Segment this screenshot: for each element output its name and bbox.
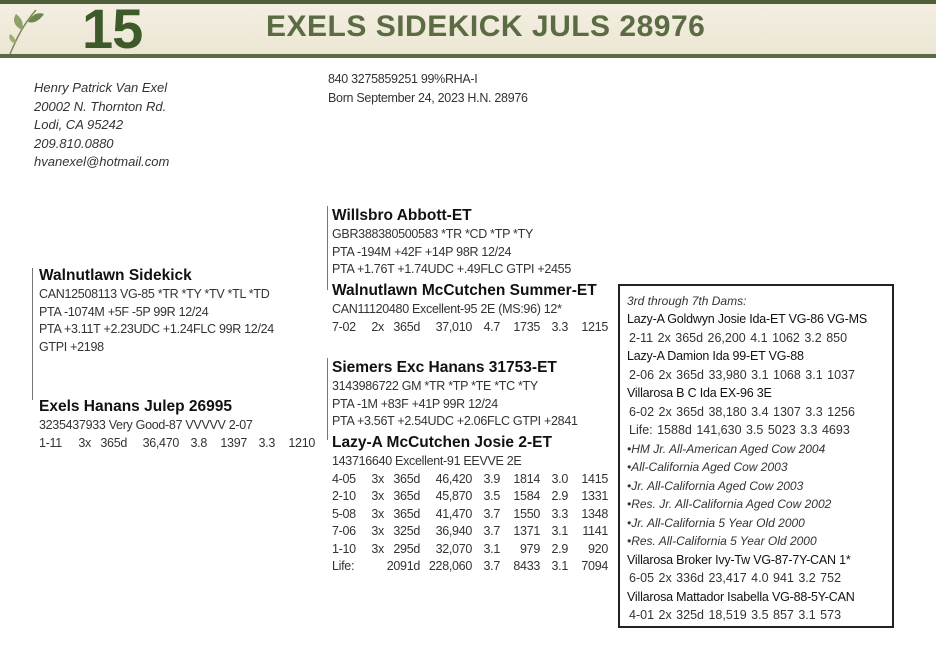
record-cell: 1215 [581, 319, 608, 334]
sire-line2: PTA -1074M +5F -5P 99R 12/24 [39, 304, 209, 319]
owner-phone: 209.810.0880 [34, 135, 114, 151]
record-cell: 365d [393, 471, 420, 486]
record-cell: 1348 [581, 506, 608, 521]
record-cell: 1-10 [332, 541, 356, 556]
owner-name: Henry Patrick Van Exel [34, 80, 168, 95]
award-item: •Res. Jr. All-California Aged Cow 2002 [627, 497, 832, 511]
record-cell: 1550 [513, 506, 540, 521]
sire-dam-records [332, 319, 608, 337]
record-cell: 1331 [581, 489, 608, 503]
award-item: •Jr. All-California 5 Year Old 2000 [627, 515, 805, 530]
record-row [332, 558, 608, 576]
dam-line1: 3235437933 Very Good-87 VVVVV 2-07 [39, 418, 253, 432]
dams-box-heading: 3rd through 7th Dams: [627, 294, 747, 308]
extended-dams-box [618, 284, 894, 628]
registration-info [328, 70, 528, 107]
sire-block [39, 266, 274, 356]
lot-number: 15 [82, 0, 143, 60]
dam-records [39, 435, 315, 453]
dam5-name: Villarosa B C Ida EX-96 3E [627, 386, 772, 400]
award-item: •HM Jr. All-American Aged Cow 2004 [627, 441, 826, 456]
record-row [332, 523, 608, 541]
animal-name: EXELS SIDEKICK JULS 28976 [266, 10, 706, 43]
record-cell: 3.7 [483, 506, 500, 521]
sire-sire-line2: PTA -194M +42F +14P 98R 12/24 [332, 244, 512, 259]
record-cell: 46,420 [435, 471, 472, 486]
record-cell: 8433 [513, 559, 540, 573]
record-row [332, 506, 608, 524]
record-cell: 1415 [581, 471, 608, 486]
record-cell: 2.9 [551, 489, 568, 503]
birth-date: Born September 24, 2023 H.N. 28976 [328, 90, 528, 105]
record-cell: 3.1 [483, 541, 500, 556]
dam4-name: Lazy-A Damion Ida 99-ET VG-88 [627, 349, 804, 363]
dam7-name: Villarosa Mattador Isabella VG-88-5Y-CAN [627, 589, 855, 604]
record-cell: 365d [393, 489, 420, 503]
dam3-name: Lazy-A Goldwyn Josie Ida-ET VG-86 VG-MS [627, 312, 867, 326]
record-cell: 7-06 [332, 524, 356, 538]
dam3-record: 2-11 2x 365d 26,200 4.1 1062 3.2 850 [629, 330, 848, 345]
record-cell: 3.9 [483, 471, 500, 486]
record-cell: 3.5 [483, 489, 500, 503]
sire-dam-line1: CAN11120480 Excellent-95 2E (MS:96) 12* [332, 302, 562, 316]
record-cell: 3.0 [551, 471, 568, 486]
dam6-record: 6-05 2x 336d 23,417 4.0 941 3.2 752 [629, 571, 842, 585]
record-cell [362, 558, 384, 576]
record-cell: 365d [100, 435, 127, 450]
record-row [39, 435, 315, 453]
record-cell: 3x [78, 435, 91, 450]
record-cell: 1814 [513, 471, 540, 486]
record-cell: 3.7 [483, 559, 500, 573]
record-cell: 7094 [581, 559, 608, 573]
dam-sire-line1: 3143986722 GM *TR *TP *TE *TC *TY [332, 379, 538, 393]
record-cell: 1210 [288, 435, 315, 450]
registration-number: 840 3275859251 99%RHA-I [328, 72, 478, 86]
dam5-life-record: Life: 1588d 141,630 3.5 5023 3.3 4693 [629, 423, 850, 437]
record-cell: 3.1 [551, 559, 568, 573]
record-cell: 4.7 [483, 319, 500, 334]
dam-dam-line1: 143716640 Excellent-91 EEVVE 2E [332, 454, 522, 468]
pedigree-line-dam [327, 358, 328, 440]
dam-dam-name: Lazy-A McCutchen Josie 2-ET [332, 434, 552, 451]
record-cell: 36,940 [435, 524, 472, 538]
record-cell: 3x [371, 471, 384, 486]
record-cell: 920 [588, 541, 608, 556]
record-cell: 4-05 [332, 471, 356, 486]
record-cell: 5-08 [332, 506, 356, 521]
record-cell: 2x [371, 319, 384, 334]
sire-sire-line3: PTA +1.76T +1.74UDC +.49FLC GTPI +2455 [332, 262, 571, 276]
record-row [332, 319, 608, 337]
record-cell: 1735 [513, 319, 540, 334]
dam-sire-line2: PTA -1M +83F +41P 99R 12/24 [332, 396, 498, 411]
owner-address2: Lodi, CA 95242 [34, 117, 124, 132]
record-cell: 2091d [386, 559, 420, 573]
record-cell: 3x [371, 541, 384, 556]
record-cell: 1141 [582, 524, 608, 538]
record-cell: 36,470 [142, 435, 179, 450]
record-cell: 325d [393, 524, 420, 538]
record-cell: 295d [393, 541, 420, 556]
record-cell: 3.1 [551, 524, 568, 538]
owner-email: hvanexel@hotmail.com [34, 154, 170, 169]
sire-line1: CAN12508113 VG-85 *TR *TY *TV *TL *TD [39, 287, 270, 301]
record-cell: 1-11 [39, 435, 62, 450]
dam-dam-block [332, 433, 608, 576]
page-header [0, 0, 936, 58]
record-cell: 3.3 [258, 435, 275, 450]
record-cell: 3x [371, 506, 384, 521]
sire-sire-name: Willsbro Abbott-ET [332, 207, 472, 224]
record-cell: 365d [393, 319, 420, 334]
record-cell: 2-10 [332, 489, 356, 503]
award-item: •All-California Aged Cow 2003 [627, 460, 788, 474]
vine-leaf-icon [6, 4, 50, 56]
dam4-record: 2-06 2x 365d 33,980 3.1 1068 3.1 1037 [629, 367, 855, 382]
dam-name: Exels Hanans Julep 26995 [39, 398, 233, 415]
sire-line4: GTPI +2198 [39, 339, 104, 354]
pedigree-line-left [32, 268, 33, 400]
record-cell: 41,470 [435, 506, 472, 521]
dam6-name: Villarosa Broker Ivy-Tw VG-87-7Y-CAN 1* [627, 552, 851, 567]
dam-dam-records [332, 471, 608, 576]
record-cell: 7-02 [332, 319, 356, 334]
dam-block [39, 397, 315, 452]
sire-sire-line1: GBR388380500583 *TR *CD *TP *TY [332, 227, 533, 241]
record-cell: 1397 [220, 435, 247, 450]
award-item: •Res. All-California 5 Year Old 2000 [627, 534, 817, 548]
sire-dam-block [332, 281, 608, 336]
record-cell: 1371 [513, 524, 540, 538]
dam5-record: 6-02 2x 365d 38,180 3.4 1307 3.3 1256 [629, 404, 855, 419]
record-cell: 228,060 [428, 559, 472, 573]
sire-dam-name: Walnutlawn McCutchen Summer-ET [332, 282, 597, 299]
record-cell: 1584 [513, 489, 540, 503]
record-cell: 365d [393, 506, 420, 521]
award-item: •Jr. All-California Aged Cow 2003 [627, 478, 804, 493]
dam7-record: 4-01 2x 325d 18,519 3.5 857 3.1 573 [629, 608, 842, 622]
dam-sire-line3: PTA +3.56T +2.54UDC +2.06FLC GTPI +2841 [332, 414, 578, 428]
owner-info [34, 79, 169, 172]
pedigree-line-sire [327, 206, 328, 290]
record-cell: 32,070 [435, 541, 472, 556]
record-cell: 2.9 [551, 541, 568, 556]
record-cell: 45,870 [435, 489, 472, 503]
record-cell: 3.3 [551, 319, 568, 334]
dam-sire-name: Siemers Exc Hanans 31753-ET [332, 359, 557, 376]
record-row [332, 541, 608, 559]
sire-line3: PTA +3.11T +2.23UDC +1.24FLC 99R 12/24 [39, 322, 274, 336]
record-cell: 3x [371, 524, 384, 538]
record-row [332, 471, 608, 489]
sire-sire-block [332, 206, 571, 279]
record-cell: Life: [332, 559, 355, 573]
sire-name: Walnutlawn Sidekick [39, 267, 192, 284]
record-row [332, 488, 608, 506]
record-cell: 3.7 [483, 524, 500, 538]
record-cell: 3.8 [190, 435, 207, 450]
record-cell: 3.3 [551, 506, 568, 521]
dam-sire-block [332, 358, 578, 431]
owner-address1: 20002 N. Thornton Rd. [34, 98, 167, 114]
record-cell: 37,010 [435, 319, 472, 334]
record-cell: 979 [520, 541, 540, 556]
record-cell: 3x [371, 489, 384, 503]
